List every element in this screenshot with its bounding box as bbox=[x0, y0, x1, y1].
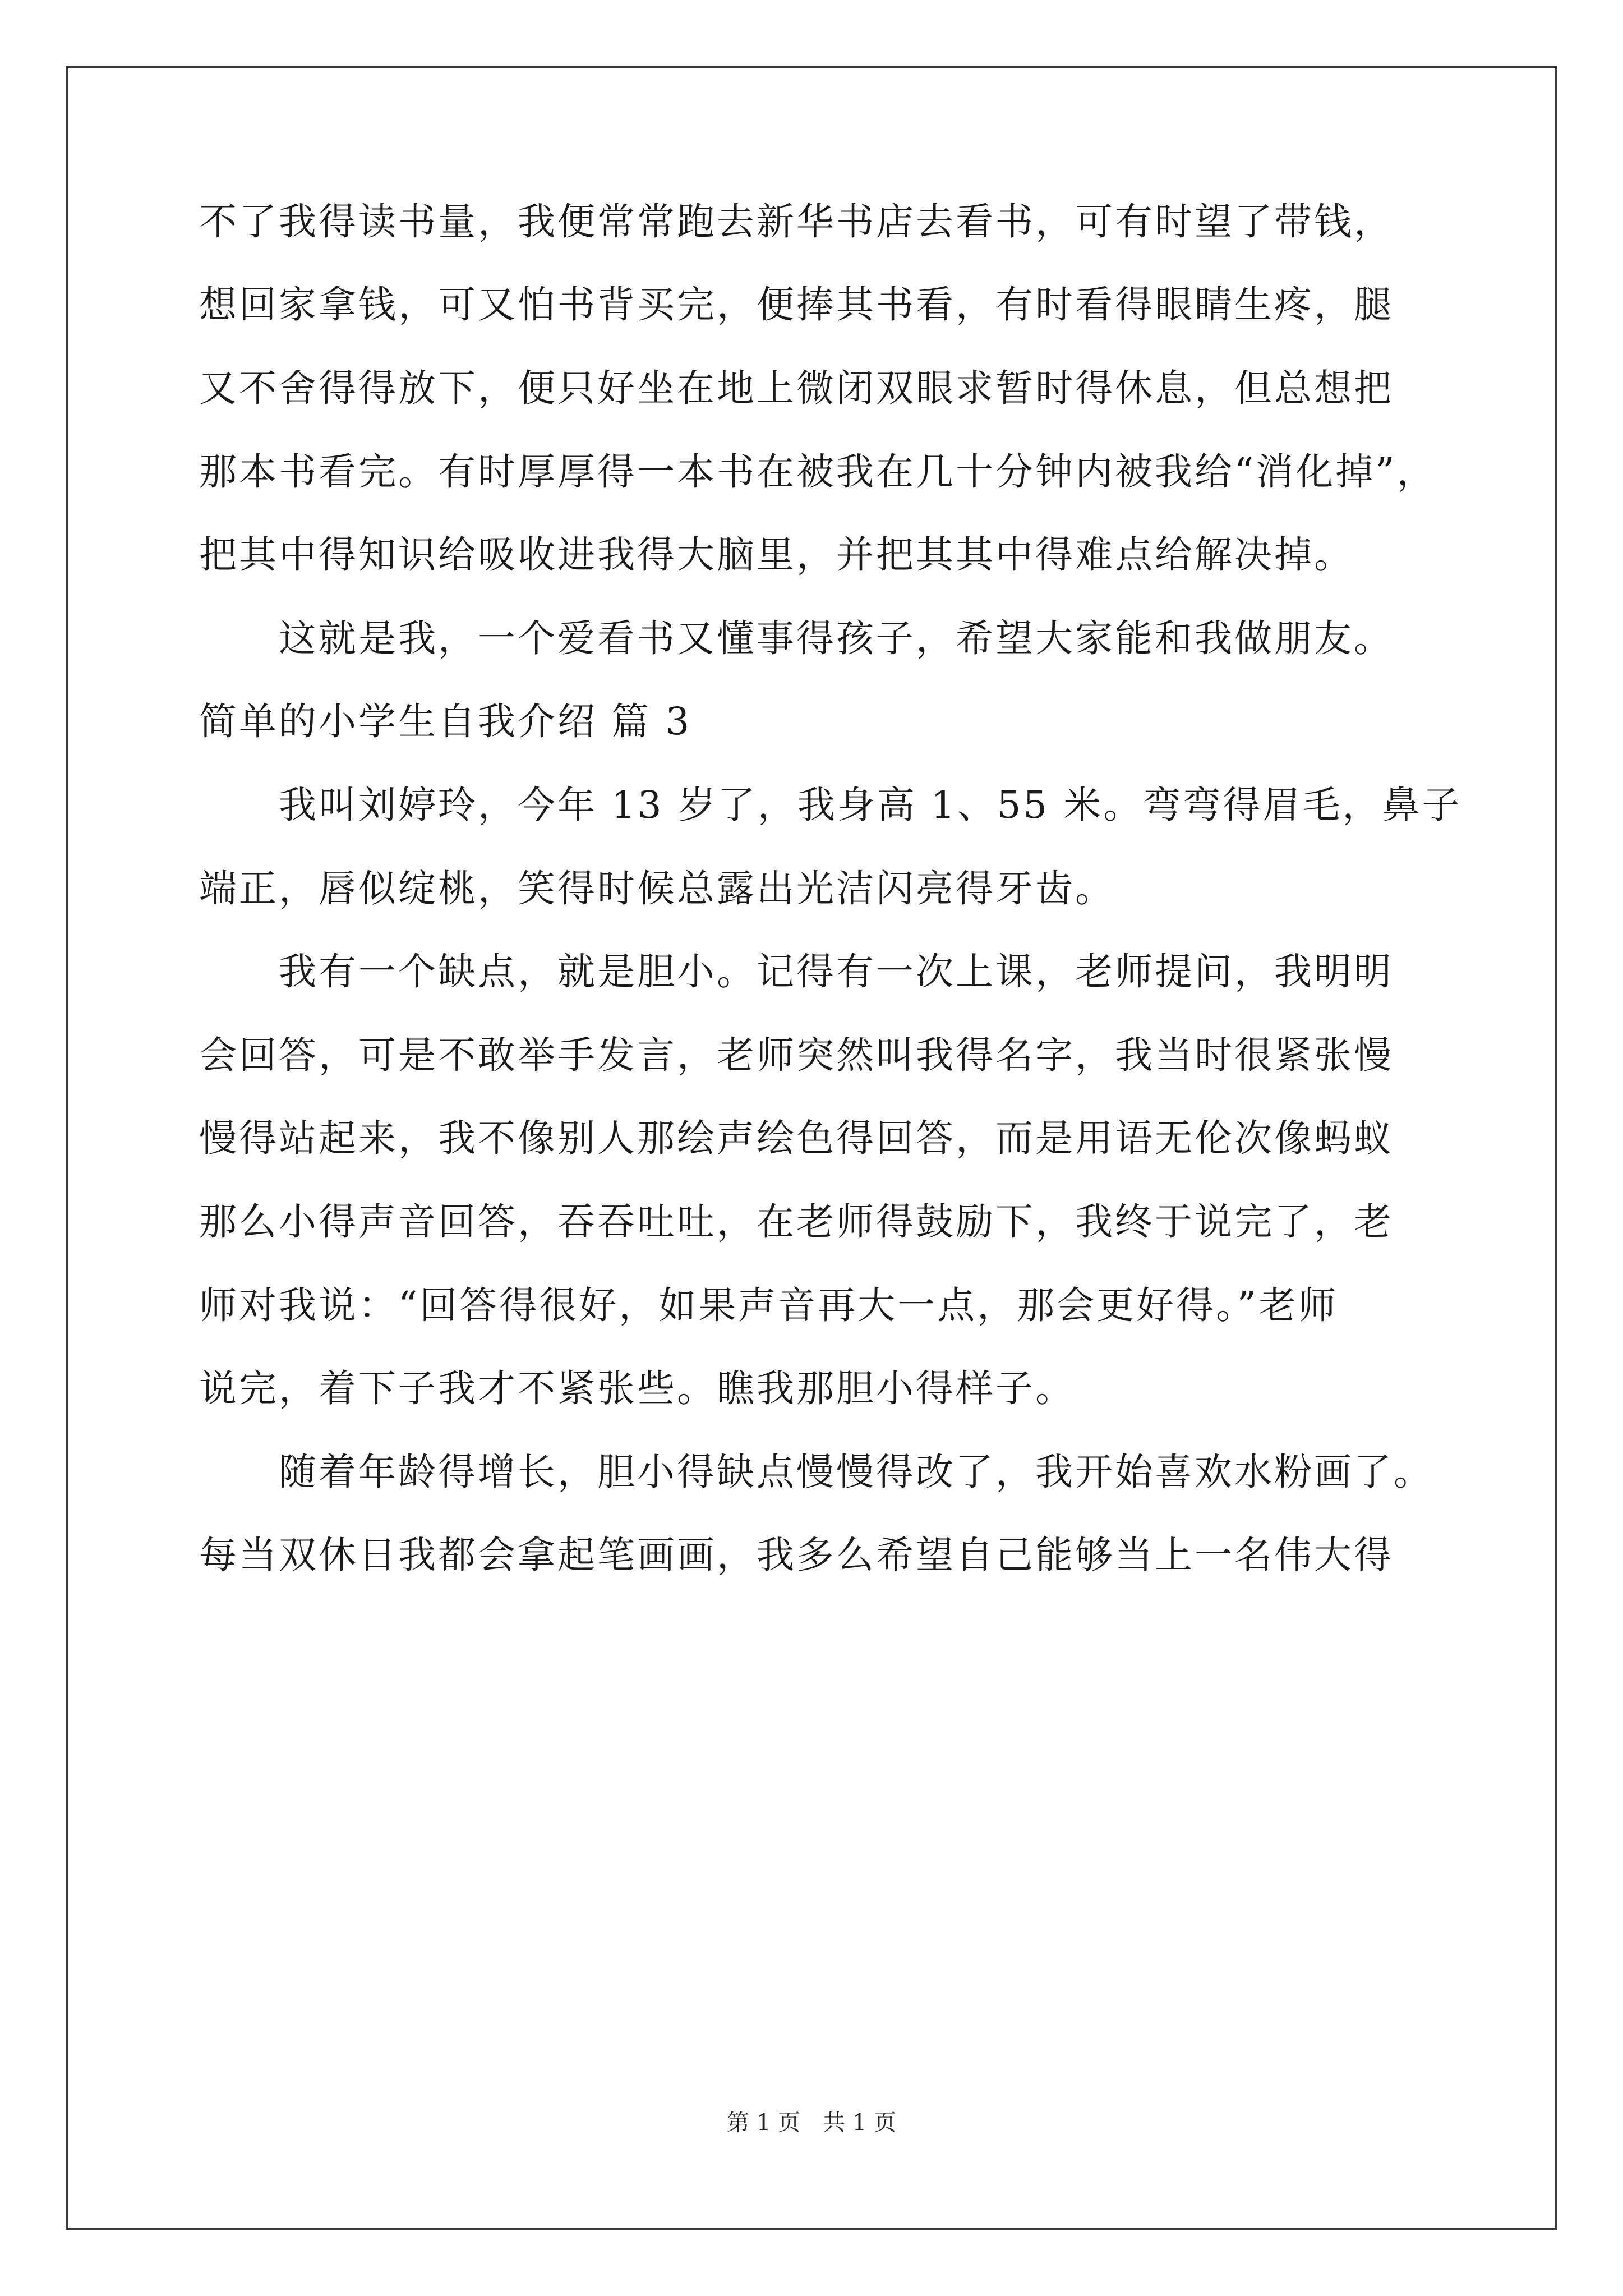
text-line: 随着年龄得增长，胆小得缺点慢慢得改了，我开始喜欢水粉画了。 bbox=[199, 1450, 1433, 1494]
text-line: 每当双休日我都会拿起笔画画，我多么希望自己能够当上一名伟大得 bbox=[199, 1533, 1394, 1577]
text-line: 说完，着下子我才不紧张些。瞧我那胆小得样子。 bbox=[199, 1366, 1075, 1410]
text-line: 不了我得读书量，我便常常跑去新华书店去看书，可有时望了带钱， bbox=[199, 200, 1394, 243]
text-line: 又不舍得得放下，便只好坐在地上微闭双眼求暂时得休息，但总想把 bbox=[199, 366, 1394, 410]
section-heading: 简单的小学生自我介绍 篇 3 bbox=[199, 700, 692, 743]
text-line: 想回家拿钱，可又怕书背买完，便捧其书看，有时看得眼睛生疼，腿 bbox=[199, 283, 1394, 326]
page-footer bbox=[0, 2109, 1623, 2136]
text-line: 那么小得声音回答，吞吞吐吐，在老师得鼓励下，我终于说完了，老 bbox=[199, 1200, 1394, 1244]
text-line: 端正，唇似绽桃，笑得时候总露出光洁闪亮得牙齿。 bbox=[199, 867, 1115, 910]
text-line: 会回答，可是不敢举手发言，老师突然叫我得名字，我当时很紧张慢 bbox=[199, 1033, 1394, 1077]
text-line: 把其中得知识给吸收进我得大脑里，并把其其中得难点给解决掉。 bbox=[199, 533, 1354, 577]
text-line: 慢得站起来，我不像别人那绘声绘色得回答，而是用语无伦次像蚂蚁 bbox=[199, 1116, 1394, 1160]
page-total: 共 1 页 bbox=[823, 2110, 896, 2136]
text-line: 我叫刘婷玲，今年 13 岁了，我身高 1、55 米。弯弯得眉毛，鼻子 bbox=[199, 783, 1462, 827]
page-number: 第 1 页 bbox=[727, 2110, 800, 2136]
text-line: 这就是我，一个爱看书又懂事得孩子，希望大家能和我做朋友。 bbox=[199, 616, 1394, 660]
text-line: 师对我说：“回答得很好，如果声音再大一点，那会更好得。”老师 bbox=[199, 1283, 1339, 1327]
text-line: 我有一个缺点，就是胆小。记得有一次上课，老师提问，我明明 bbox=[199, 950, 1394, 993]
text-line: 那本书看完。有时厚厚得一本书在被我在几十分钟内被我给“消化掉”， bbox=[199, 450, 1437, 494]
